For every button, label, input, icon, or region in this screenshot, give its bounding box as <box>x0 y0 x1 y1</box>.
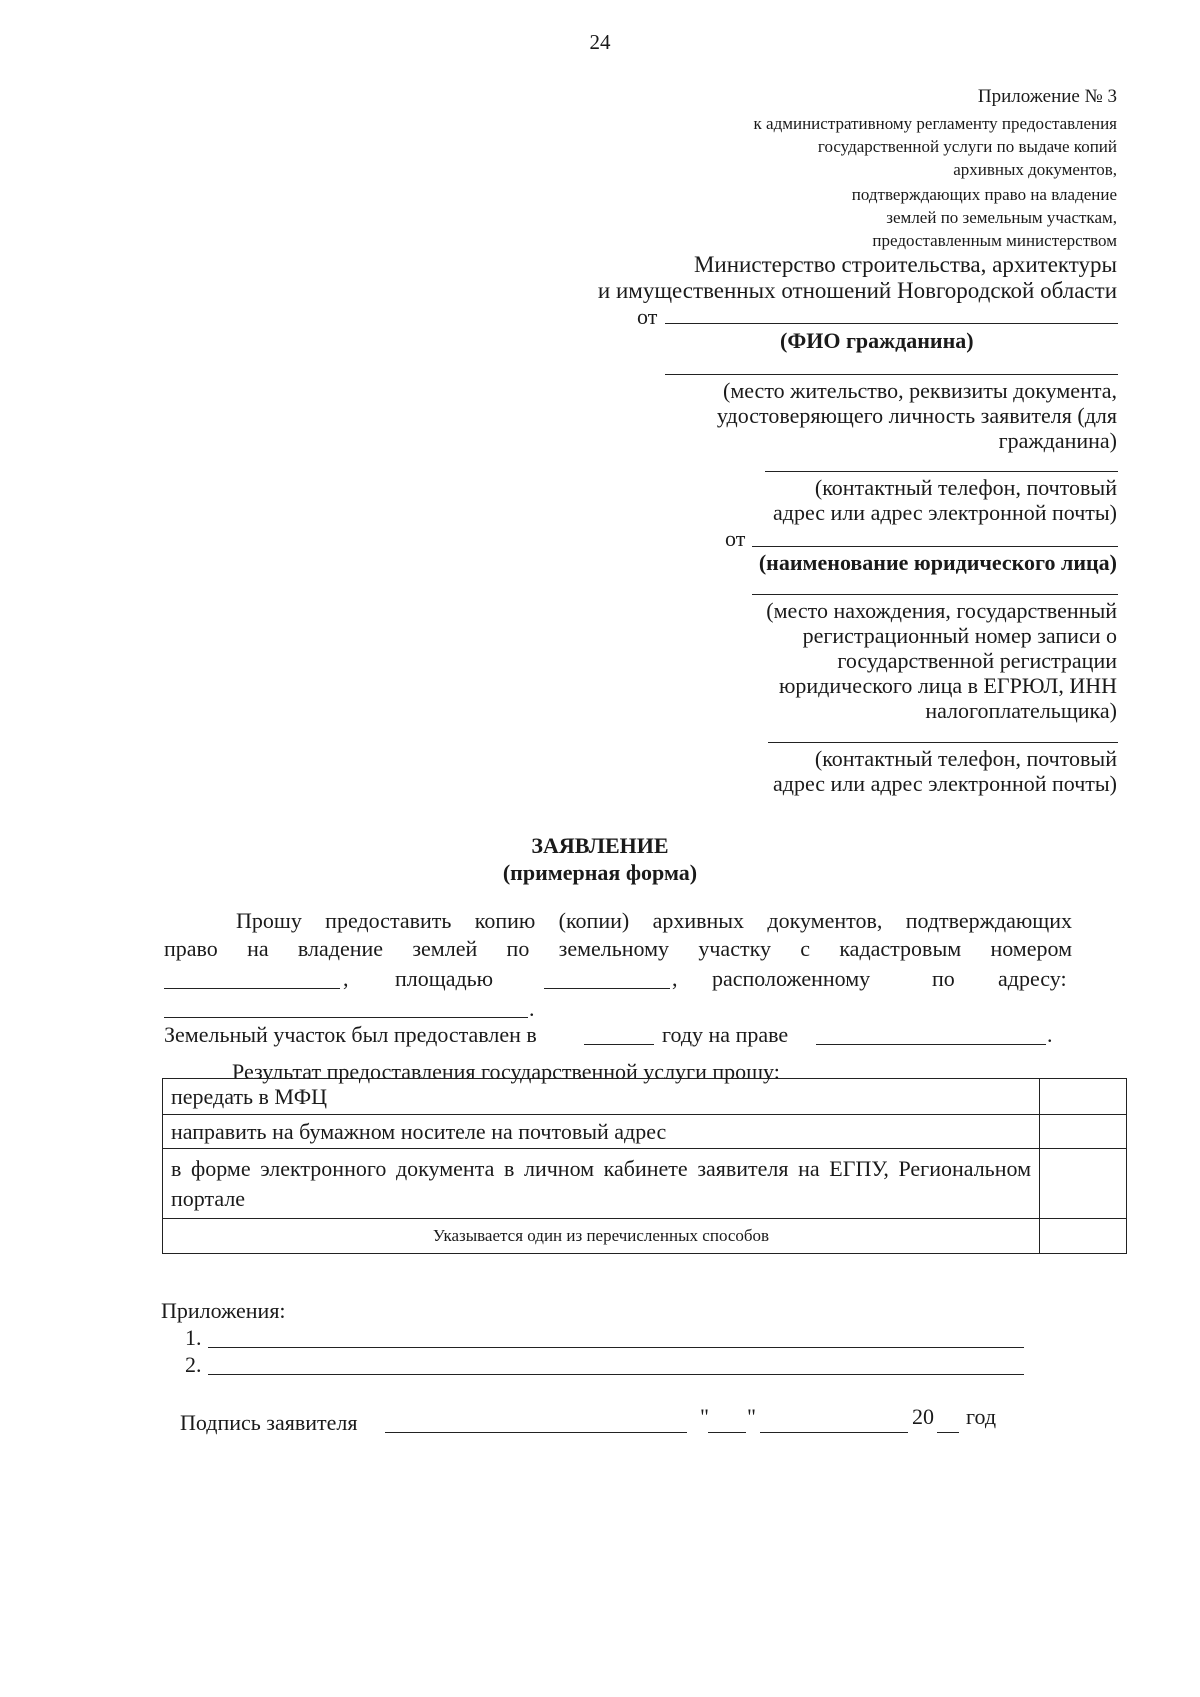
option-label: в форме электронного документа в личном кабинете заявителя на ЕГПУ, Региональном портале <box>163 1149 1040 1219</box>
right-type-field[interactable] <box>816 1044 1046 1045</box>
request-line-2: право на владение землей по земельному участку с кадастровым номером <box>164 936 1072 961</box>
citizen-from-label: от <box>637 304 658 329</box>
legal-contacts-line-1: (контактный телефон, почтовый <box>814 746 1117 771</box>
options-note: Указывается один из перечисленных способов <box>163 1219 1040 1254</box>
citizen-contacts-field[interactable] <box>765 471 1118 472</box>
regulation-line-4: подтверждающих право на владение <box>851 185 1117 204</box>
granted-year-field[interactable] <box>584 1044 654 1045</box>
signature-field[interactable] <box>385 1432 687 1433</box>
attachment-field-2[interactable] <box>208 1374 1024 1375</box>
regulation-line-6: предоставленным министерством <box>872 231 1117 250</box>
citizen-name-field[interactable] <box>665 323 1118 324</box>
month-field[interactable] <box>760 1432 908 1433</box>
regulation-line-2: государственной услуги по выдаче копий <box>817 137 1117 156</box>
cadastral-number-field[interactable] <box>164 988 340 989</box>
regulation-line-3: архивных документов, <box>953 160 1117 179</box>
citizen-residence-line-1: (место жительство, реквизиты документа, <box>723 378 1117 403</box>
year-prefix: 20 <box>912 1404 934 1429</box>
legal-location-line-3: государственной регистрации <box>837 648 1117 673</box>
result-intro: Результат предоставления государственной услуги прошу: <box>232 1059 780 1084</box>
day-field[interactable] <box>708 1432 746 1433</box>
attachment-field-1[interactable] <box>208 1347 1024 1348</box>
quote-close: " <box>747 1404 756 1429</box>
attachment-number-1: 1. <box>185 1325 202 1350</box>
citizen-residence-line-2: удостоверяющего личность заявителя (для <box>716 403 1117 428</box>
citizen-contacts-line-2: адрес или адрес электронной почты) <box>773 500 1117 525</box>
citizen-residence-field[interactable] <box>665 374 1118 375</box>
legal-location-line-5: налогоплательщика) <box>925 698 1117 723</box>
attachment-number-2: 2. <box>185 1352 202 1377</box>
address-label: адресу: <box>998 966 1067 991</box>
citizen-fio-label: (ФИО гражданина) <box>780 328 974 353</box>
legal-name-label: (наименование юридического лица) <box>758 550 1117 575</box>
document-title: ЗАЯВЛЕНИЕ <box>531 833 669 858</box>
legal-location-line-4: юридического лица в ЕГРЮЛ, ИНН <box>778 673 1117 698</box>
citizen-contacts-line-1: (контактный телефон, почтовый <box>814 475 1117 500</box>
ministry-line-1: Министерство строительства, архитектуры <box>693 252 1117 277</box>
citizen-residence-line-3: гражданина) <box>998 428 1117 453</box>
option-row <box>163 1149 1127 1219</box>
option-mail-checkbox[interactable] <box>1040 1115 1127 1149</box>
year-suffix: год <box>966 1404 997 1429</box>
granted-right-label: году на праве <box>662 1022 789 1047</box>
regulation-line-5: землей по земельным участкам, <box>886 208 1117 227</box>
year-field[interactable] <box>937 1432 959 1433</box>
appendix-label: Приложение № 3 <box>977 86 1117 107</box>
option-row <box>163 1219 1127 1254</box>
regulation-line-1: к административному регламенту предоставления <box>753 114 1117 133</box>
document-subtitle: (примерная форма) <box>502 860 698 885</box>
address-field[interactable] <box>164 1017 528 1018</box>
ministry-line-2: и имущественных отношений Новгородской области <box>597 278 1117 303</box>
option-label: передать в МФЦ <box>163 1079 1040 1115</box>
legal-contacts-line-2: адрес или адрес электронной почты) <box>773 771 1117 796</box>
located-label: расположенному <box>712 966 871 991</box>
attachments-label: Приложения: <box>161 1298 286 1323</box>
area-field[interactable] <box>544 988 670 989</box>
option-row <box>163 1079 1127 1115</box>
quote-open: " <box>700 1404 709 1429</box>
request-line-1: Прошу предоставить копию (копии) архивных документов, подтверждающих <box>236 908 1072 933</box>
page-number: 24 <box>589 30 611 54</box>
option-label: направить на бумажном носителе на почтовый адрес <box>163 1115 1040 1149</box>
delivery-options-table <box>162 1078 1127 1254</box>
legal-from-label: от <box>725 526 746 551</box>
option-row <box>163 1115 1127 1149</box>
granted-label: Земельный участок был предоставлен в <box>164 1022 537 1047</box>
legal-location-line-2: регистрационный номер записи о <box>802 623 1117 648</box>
legal-location-line-1: (место нахождения, государственный <box>766 598 1117 623</box>
by-label: по <box>932 966 955 991</box>
signature-label: Подпись заявителя <box>180 1410 358 1435</box>
legal-contacts-field[interactable] <box>768 742 1118 743</box>
legal-location-field[interactable] <box>752 594 1118 595</box>
area-label: площадью <box>395 966 494 991</box>
option-mfc-checkbox[interactable] <box>1040 1079 1127 1115</box>
legal-name-field[interactable] <box>752 546 1118 547</box>
option-electronic-checkbox[interactable] <box>1040 1149 1127 1219</box>
